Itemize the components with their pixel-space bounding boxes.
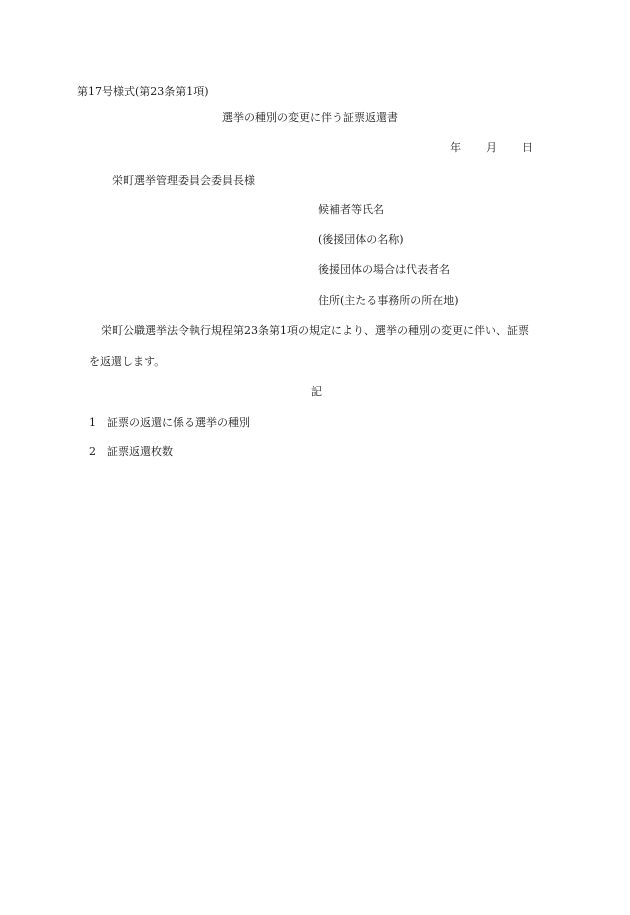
list-item — [89, 446, 173, 457]
item-label: 証票返還枚数 — [107, 445, 173, 458]
body-text-line-1: 栄町公職選挙法令執行規程第23条第1項の規定により、選挙の種別の変更に伴い、証票 — [101, 324, 529, 337]
form-number: 第17号様式(第23条第1項) — [77, 85, 209, 98]
document-title: 選挙の種別の変更に伴う証票返還書 — [222, 111, 398, 124]
address-label: 住所(主たる事務所の所在地) — [318, 294, 459, 307]
list-item — [89, 417, 250, 428]
candidate-name-label: 候補者等氏名 — [318, 203, 384, 216]
item-label: 証票の返還に係る選挙の種別 — [107, 416, 250, 429]
ki-heading: 記 — [311, 385, 322, 398]
item-number: 2 — [89, 445, 96, 458]
date-year-label: 年 — [450, 141, 461, 154]
support-group-label: (後援団体の名称) — [318, 233, 404, 246]
body-text-line-2: を返還します。 — [89, 355, 166, 368]
addressee: 栄町選挙管理委員会委員長様 — [112, 174, 255, 187]
date-month-label: 月 — [486, 141, 497, 154]
representative-label: 後援団体の場合は代表者名 — [318, 263, 450, 276]
item-number: 1 — [89, 416, 96, 429]
date-day-label: 日 — [522, 141, 533, 154]
